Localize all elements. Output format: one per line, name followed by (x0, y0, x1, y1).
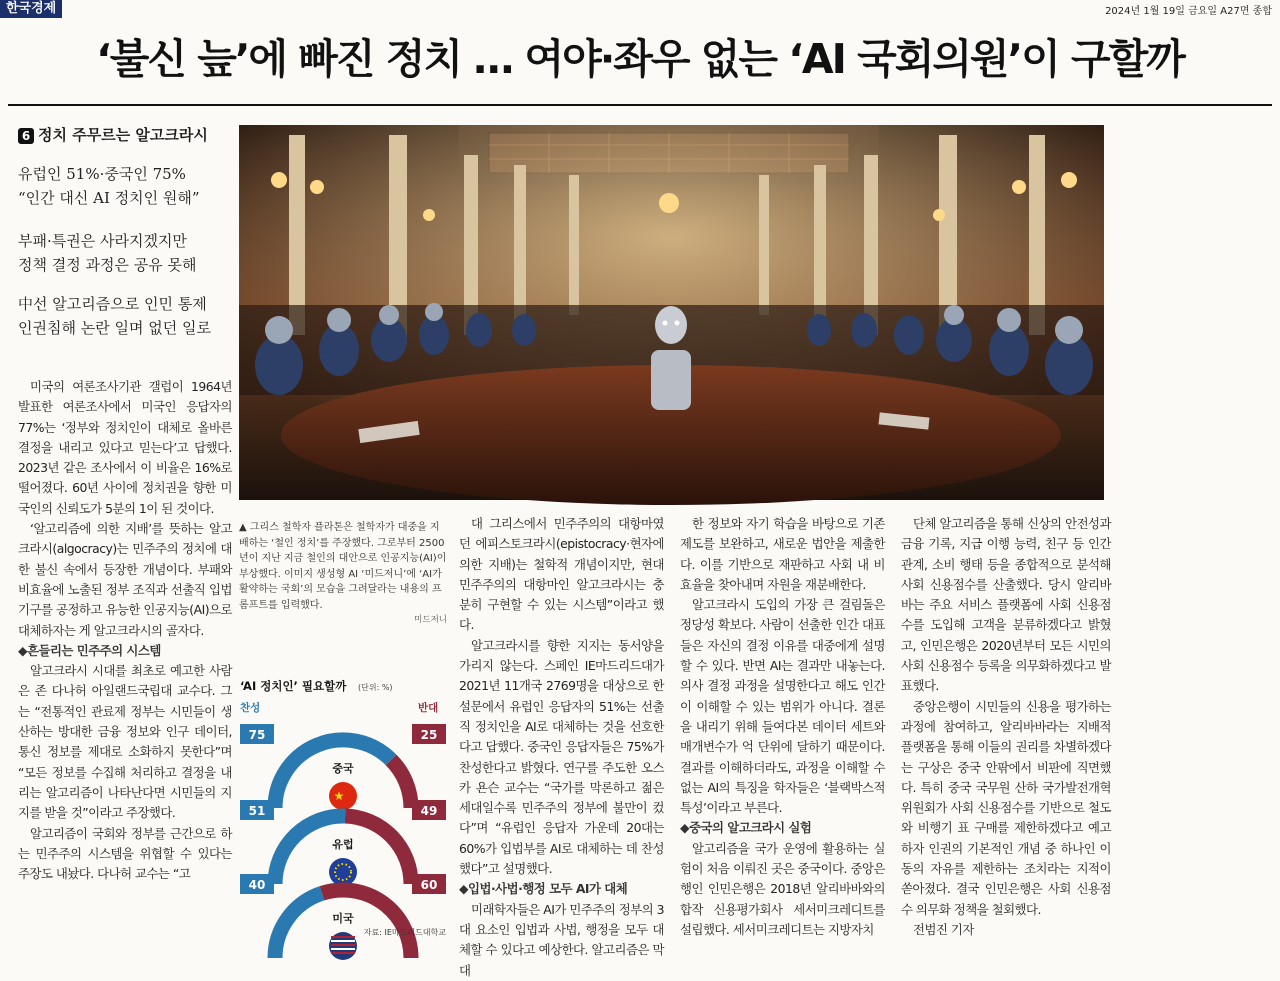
chart-title: ‘AI 정치인’ 필요할까 (240, 679, 347, 693)
value-label-yes: 75 (248, 728, 266, 742)
body-paragraph: 중앙은행이 시민들의 신용을 평가하는 과정에 참여하고, 알리바바라는 지배적 플랫폼을 통해 이들의 권리를 차별하겠다는 구상은 중국 안팎에서 비판에 직면했다. 특히 중국 국무원 산하 국가발전개혁위원회가 사회 신용점수를 기반으로 철도와 비행기 표 구매를 제한하겠다고 예고하자 인권의 기본적인 개념 중 하나인 이동의 자유를 제한하는 조치라는 지적이 쏟아졌다. 결국 인민은행은 사회 신용점수 의무화 정책을 철회했다. (901, 698, 1111, 917)
subhead-1 (18, 162, 200, 210)
body-paragraph: 알고리즘이 국회와 정부를 근간으로 하는 민주주의 시스템을 위협할 수 있다는 주장도 내놨다. 다나허 교수는 “고 (18, 825, 232, 882)
body-paragraph: 알고크라시 시대를 최초로 예고한 사람은 존 다나허 아일랜드국립대 교수다. 그는 “전통적인 관료제 정부는 시민들이 생산하는 방대한 금융 정보와 인구 데이터, 통신 정보를 제대로 소화하지 못한다”며 “모든 정보를 수집해 처리하고 결정을 내리는 알고리즘이 나타난다면 시민들의 지지를 받을 것”이라고 주장했다. (18, 663, 232, 821)
category-label: 유럽 (332, 838, 354, 851)
article-column-3 (459, 514, 664, 978)
series-title: 정치 주무르는 알고크라시 (38, 126, 208, 144)
chart-unit: (단위: %) (358, 683, 393, 692)
value-label-no: 25 (420, 728, 438, 742)
masthead (0, 0, 1280, 20)
article-column-5 (901, 514, 1111, 951)
body-paragraph: ‘알고리즘에 의한 지배’를 뜻하는 알고크라시(algocracy)는 민주주의 정치에 대한 불신 속에서 등장한 개념이다. 부패와 비효율에 노출된 정부 조직과 선출직 입법기구를 공정하고 유능한 인공지능(AI)으로 대체하자는 게 알고크라시의 골자다. (18, 521, 232, 638)
body-paragraph: 알고크라시 도입의 가장 큰 걸림돌은 정당성 확보다. 사람이 선출한 인간 대표들은 자신의 결정 이유를 대중에게 설명할 수 있다. 반면 AI는 결과만 내놓는다. 의사 결정 과정을 설명한다고 해도 인간이 이해할 수 있는 범위가 아니다. 결론을 내리기 위해 들여다본 데이터 세트와 매개변수가 억 단위에 달하기 때문이다. 결과를 이해하더라도, 과정을 이해할 수 없는 AI의 특징을 학자들은 ‘블랙박스적 특성’이라고 부른다. (680, 597, 885, 816)
subhead-3-line2: 인권침해 논란 일며 없던 일로 (18, 319, 211, 337)
photo-credit: 미드저니 (414, 615, 447, 625)
legend-no: 반대 (418, 702, 439, 714)
section-heading: ◆입법·사법·행정 모두 AI가 대체 (459, 881, 628, 897)
body-paragraph: 한 정보와 자기 학습을 바탕으로 기존 제도를 보완하고, 새로운 법안을 제출한다. 이를 기반으로 재판하고 사회 내 비효율을 찾아내며 자원을 재분배한다. (680, 516, 885, 592)
category-label: 중국 (332, 762, 354, 775)
body-paragraph: 전범진 기자 (913, 921, 974, 937)
legend-yes: 찬성 (240, 702, 261, 714)
subhead-2-line1: 부패·특권은 사라지겠지만 (18, 232, 187, 250)
flag-star-icon: ★ (333, 789, 345, 803)
value-label-yes: 51 (248, 804, 266, 818)
article-column-4 (680, 514, 885, 951)
flag-icon (329, 858, 357, 886)
flag-stripe-icon (331, 936, 355, 938)
ai-parliament-photo[interactable] (239, 125, 1104, 500)
series-number-badge: 6 (18, 128, 34, 144)
caption-text: ▲ 그리스 철학자 플라톤은 철학자가 대중을 지배하는 ‘철인 정치’를 주장했다. 그로부터 2500년이 지난 지금 철인의 대안으로 인공지능(AI)이 부상했다. 이미지 생성형 AI ‘미드저니’에 ‘AI가 활약하는 국회’의 모습을 그려달라는 내용의 프롬프트를 입력했다. (239, 522, 447, 611)
section-heading: ◆중국의 알고크라시 실험 (680, 820, 812, 836)
dateline: 2024년 1월 19일 금요일 A27면 종합 (1105, 6, 1272, 17)
photo-caption (239, 520, 447, 629)
flag-stripe-icon (331, 952, 355, 954)
section-heading: ◆흔들리는 민주주의 시스템 (18, 642, 161, 658)
subhead-3 (18, 292, 211, 340)
body-paragraph: 미래학자들은 AI가 민주주의 정부의 3대 요소인 입법과 사법, 행정을 모두 대체할 수 있다고 예상한다. 알고리즘은 막대 (459, 901, 664, 978)
category-label: 미국 (332, 912, 354, 925)
chart-source: 자료: IE마드리드대학교 (363, 928, 446, 937)
flag-stripe-icon (331, 944, 355, 946)
subhead-3-line1: 中선 알고리즘으로 인민 통제 (18, 295, 207, 313)
headline: ‘불신 늪’에 빠진 정치 … 여야·좌우 없는 ‘AI 국회의원’이 구할까 (96, 35, 1184, 83)
subhead-1-line2: “인간 대신 AI 정치인 원해” (18, 189, 200, 207)
body-paragraph: 대 그리스에서 민주주의의 대항마였던 에피스토크라시(epistocracy·현자에 의한 지배)는 철학적 개념이지만, 현대 민주주의의 대항마인 알고크라시는 충분히 구현할 수 있는 시스템”이라고 했다. (459, 516, 664, 633)
headline-divider (8, 104, 1272, 106)
gauge-yes-arc (275, 893, 322, 958)
gauge-no-arc (391, 760, 411, 808)
flag-stripe-icon (331, 948, 355, 950)
body-paragraph: 알고리즘을 국가 운영에 활용하는 실험이 처음 이뤄진 곳은 중국이다. 중앙은행인 인민은행은 2018년 알리바바와의 합작 신용평가회사 세서미크레디트를 설립했다. 세서미크레디트는 지방자치 (680, 840, 885, 937)
value-label-no: 49 (420, 804, 438, 818)
body-paragraph: 단체 알고리즘을 통해 신상의 안전성과 금융 기록, 지급 이행 능력, 친구 등 인간관계, 소비 행태 등을 종합적으로 분석해 사회 신용점수를 산출했다. 당시 알리바바는 주요 서비스 플랫폼에 사회 신용점수를 도입해 고객을 분류하겠다고 밝혔고, 인민은행은 2020년부터 모든 시민의 사회 신용점수 등록을 의무화하겠다고 발표했다. (901, 516, 1111, 694)
value-label-no: 60 (420, 878, 438, 892)
article-column-1 (18, 377, 232, 949)
flag-stripe-icon (331, 940, 355, 942)
series-label (18, 124, 208, 145)
ai-politician-chart (238, 676, 448, 940)
subhead-1-line1: 유럽인 51%·중국인 75% (18, 165, 186, 183)
subhead-2-line2: 정책 결정 과정은 공유 못해 (18, 256, 197, 274)
body-paragraph: 알고크라시를 향한 지지는 동서양을 가리지 않는다. 스페인 IE마드리드대가 2021년 11개국 2769명을 대상으로 한 설문에서 유럽인 응답자의 51%는 선출직 정치인을 AI로 대체하는 것을 선호한다고 답했다. 중국인 응답자들은 75%가 찬성한다고 밝혔다. 연구를 주도한 오스카 욘슨 교수는 “국가를 막론하고 젊은 세대일수록 민주주의 정부에 불만이 컸다”며 “유럽인 응답자 가운데 20대는 60%가 입법부를 AI로 대체하는 데 찬성했다”고 설명했다. (459, 637, 664, 877)
newspaper-logo[interactable]: 한국경제 (0, 0, 62, 18)
value-label-yes: 40 (248, 878, 266, 892)
body-paragraph: 미국의 여론조사기관 갤럽이 1964년 발표한 여론조사에서 미국인 응답자의 77%는 ‘정부와 정치인이 대체로 올바른 결정을 내리고 있다고 믿는다’고 답했다. 2023년 같은 조사에서 이 비율은 16%로 떨어졌다. 60년 사이에 정치권을 향한 미국인의 신뢰도가 5분의 1이 된 것이다. (18, 379, 232, 516)
subhead-2 (18, 229, 196, 277)
